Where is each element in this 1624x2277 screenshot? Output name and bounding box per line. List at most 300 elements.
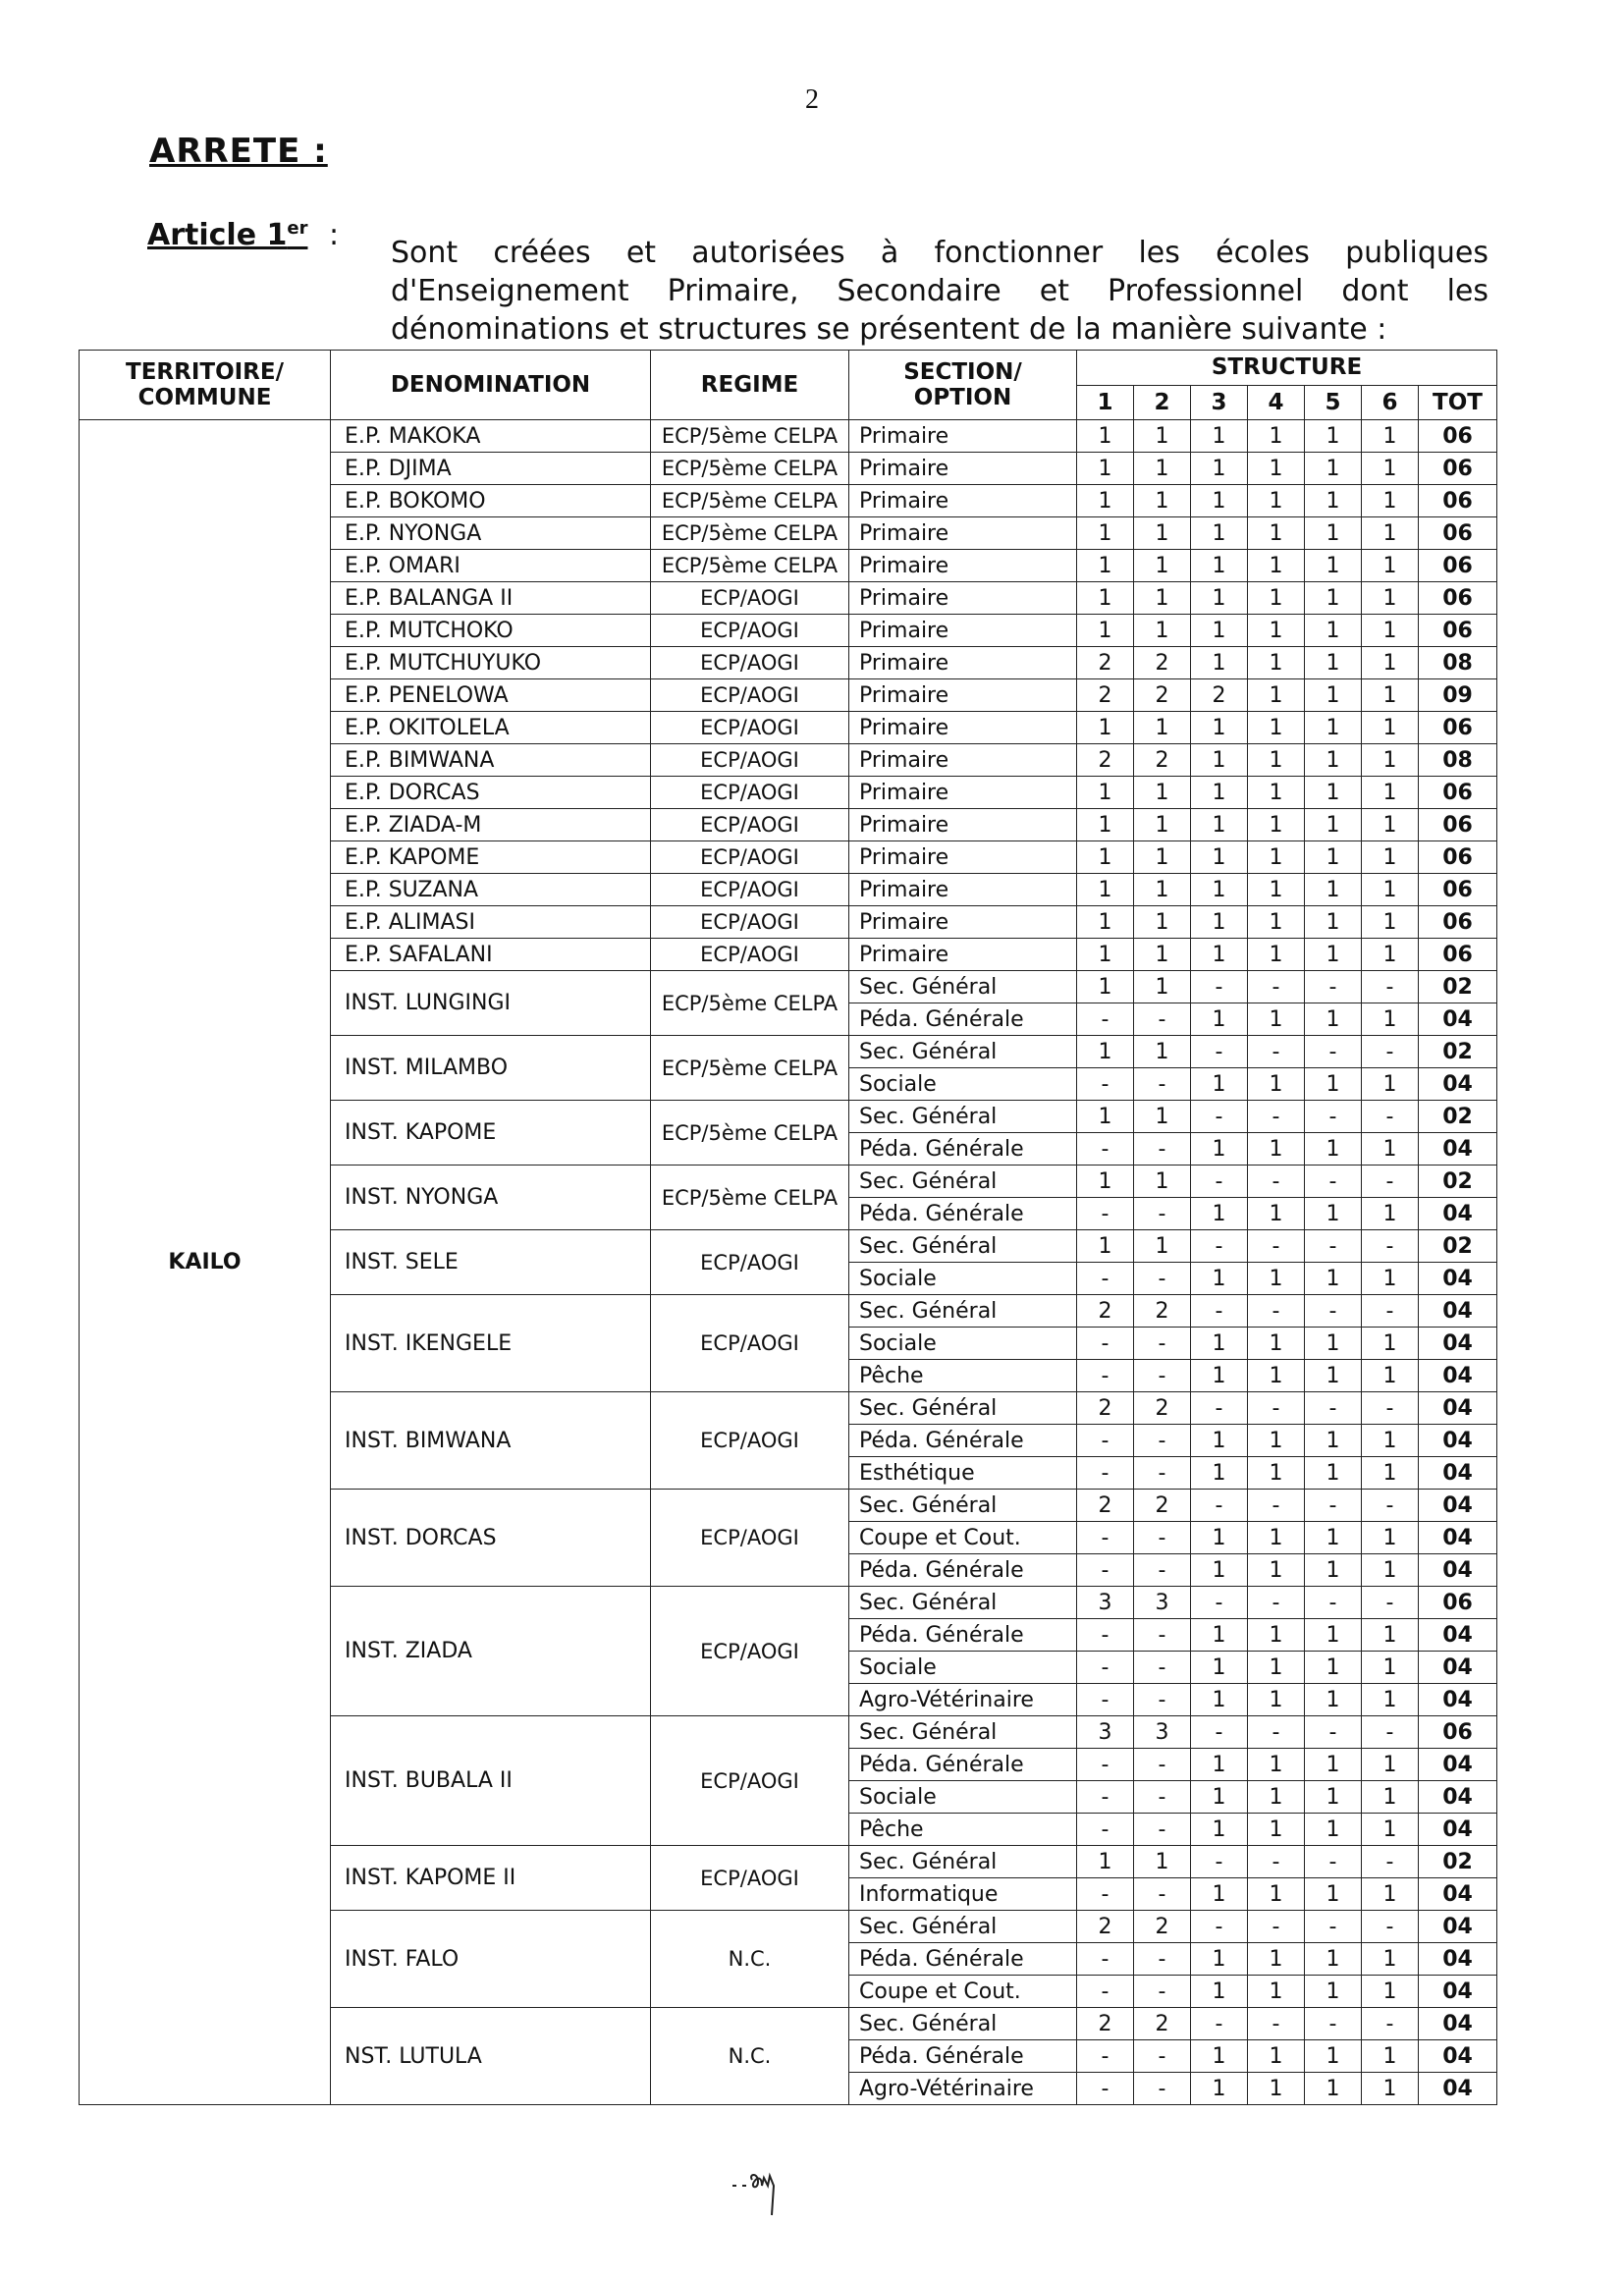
total-cell: 04 — [1419, 1522, 1497, 1554]
structure-cell: 1 — [1362, 1684, 1419, 1716]
structure-cell: 1 — [1248, 1425, 1305, 1457]
structure-cell: 1 — [1077, 420, 1134, 453]
structure-cell: - — [1077, 1814, 1134, 1846]
structure-cell: 1 — [1248, 615, 1305, 647]
structure-cell: 1 — [1191, 1976, 1248, 2008]
denomination-cell: E.P. MAKOKA — [331, 420, 651, 453]
structure-cell: 1 — [1362, 1781, 1419, 1814]
structure-cell: - — [1134, 1619, 1191, 1652]
structure-cell: 3 — [1134, 1587, 1191, 1619]
structure-cell: - — [1077, 1003, 1134, 1036]
structure-cell: 1 — [1191, 777, 1248, 809]
structure-cell: 1 — [1134, 841, 1191, 874]
structure-cell: - — [1134, 1263, 1191, 1295]
structure-cell: - — [1362, 1911, 1419, 1943]
structure-cell: 1 — [1362, 712, 1419, 744]
structure-cell: 1 — [1191, 1943, 1248, 1976]
total-cell: 04 — [1419, 1392, 1497, 1425]
structure-cell: - — [1077, 1619, 1134, 1652]
regime-cell: ECP/AOGI — [651, 809, 849, 841]
total-cell: 06 — [1419, 874, 1497, 906]
structure-cell: 1 — [1191, 1198, 1248, 1230]
total-cell: 04 — [1419, 1328, 1497, 1360]
structure-cell: 1 — [1362, 647, 1419, 679]
structure-cell: 1 — [1248, 1814, 1305, 1846]
structure-cell: 1 — [1248, 1781, 1305, 1814]
structure-cell: 2 — [1134, 2008, 1191, 2040]
structure-cell: 1 — [1305, 1263, 1362, 1295]
structure-cell: - — [1248, 1587, 1305, 1619]
regime-cell: ECP/AOGI — [651, 647, 849, 679]
structure-cell: - — [1191, 1716, 1248, 1749]
total-cell: 09 — [1419, 679, 1497, 712]
structure-cell: 1 — [1248, 1263, 1305, 1295]
structure-cell: 1 — [1362, 420, 1419, 453]
structure-cell: 1 — [1248, 1198, 1305, 1230]
section-cell: Sec. Général — [849, 1101, 1077, 1133]
structure-cell: 1 — [1191, 517, 1248, 550]
denomination-cell: INST. DORCAS — [331, 1490, 651, 1587]
structure-cell: - — [1077, 1522, 1134, 1554]
section-cell: Informatique — [849, 1878, 1077, 1911]
structure-cell: 1 — [1191, 841, 1248, 874]
structure-cell: 1 — [1191, 1457, 1248, 1490]
structure-cell: 1 — [1191, 1749, 1248, 1781]
structure-cell: - — [1134, 1133, 1191, 1166]
structure-cell: - — [1077, 1457, 1134, 1490]
structure-cell: 1 — [1191, 2073, 1248, 2105]
structure-cell: - — [1248, 1911, 1305, 1943]
header-territoire: TERRITOIRE/ COMMUNE — [80, 351, 331, 420]
section-cell: Primaire — [849, 679, 1077, 712]
structure-cell: - — [1191, 1587, 1248, 1619]
structure-cell: - — [1362, 1587, 1419, 1619]
structure-cell: - — [1305, 1166, 1362, 1198]
denomination-cell: E.P. SAFALANI — [331, 939, 651, 971]
structure-cell: 1 — [1134, 550, 1191, 582]
structure-cell: 1 — [1134, 874, 1191, 906]
header-level: 6 — [1362, 385, 1419, 420]
section-cell: Sociale — [849, 1781, 1077, 1814]
section-cell: Péda. Générale — [849, 1749, 1077, 1781]
structure-cell: - — [1134, 1976, 1191, 2008]
section-cell: Primaire — [849, 485, 1077, 517]
section-cell: Sociale — [849, 1328, 1077, 1360]
structure-cell: 1 — [1248, 517, 1305, 550]
regime-cell: ECP/5ème CELPA — [651, 1101, 849, 1166]
structure-cell: - — [1305, 1587, 1362, 1619]
section-cell: Péda. Générale — [849, 2040, 1077, 2073]
structure-cell: - — [1305, 1036, 1362, 1068]
structure-cell: 1 — [1305, 1781, 1362, 1814]
total-cell: 04 — [1419, 1068, 1497, 1101]
section-cell: Primaire — [849, 550, 1077, 582]
regime-cell: ECP/AOGI — [651, 1392, 849, 1490]
structure-cell: 1 — [1305, 1976, 1362, 2008]
structure-cell: - — [1134, 1878, 1191, 1911]
structure-cell: - — [1362, 1036, 1419, 1068]
total-cell: 06 — [1419, 517, 1497, 550]
structure-cell: 1 — [1362, 1328, 1419, 1360]
structure-cell: 1 — [1134, 485, 1191, 517]
section-cell: Agro-Vétérinaire — [849, 2073, 1077, 2105]
total-cell: 06 — [1419, 550, 1497, 582]
structure-cell: - — [1305, 1490, 1362, 1522]
structure-cell: 1 — [1305, 2040, 1362, 2073]
total-cell: 06 — [1419, 906, 1497, 939]
structure-cell: - — [1362, 2008, 1419, 2040]
structure-cell: 1 — [1305, 1814, 1362, 1846]
section-cell: Pêche — [849, 1814, 1077, 1846]
structure-cell: - — [1191, 1166, 1248, 1198]
section-cell: Primaire — [849, 809, 1077, 841]
structure-cell: 1 — [1362, 1554, 1419, 1587]
denomination-cell: INST. ZIADA — [331, 1587, 651, 1716]
denomination-cell: INST. BIMWANA — [331, 1392, 651, 1490]
structure-cell: 2 — [1077, 679, 1134, 712]
structure-cell: 1 — [1305, 420, 1362, 453]
structure-cell: - — [1362, 1230, 1419, 1263]
regime-cell: ECP/AOGI — [651, 1490, 849, 1587]
section-cell: Primaire — [849, 517, 1077, 550]
structure-cell: - — [1077, 1360, 1134, 1392]
page-number: 2 — [805, 84, 819, 115]
structure-cell: 1 — [1191, 582, 1248, 615]
structure-cell: 1 — [1305, 582, 1362, 615]
header-level: 5 — [1305, 385, 1362, 420]
structure-cell: 1 — [1362, 777, 1419, 809]
structure-cell: 2 — [1077, 647, 1134, 679]
structure-cell: 1 — [1191, 1814, 1248, 1846]
regime-cell: ECP/AOGI — [651, 712, 849, 744]
regime-cell: N.C. — [651, 1911, 849, 2008]
section-cell: Péda. Générale — [849, 1619, 1077, 1652]
regime-cell: ECP/5ème CELPA — [651, 971, 849, 1036]
structure-cell: 1 — [1362, 1943, 1419, 1976]
structure-cell: 1 — [1191, 647, 1248, 679]
structure-cell: 3 — [1077, 1716, 1134, 1749]
structure-cell: - — [1134, 1328, 1191, 1360]
structure-cell: 1 — [1191, 939, 1248, 971]
structure-cell: 1 — [1362, 1652, 1419, 1684]
structure-cell: 1 — [1362, 453, 1419, 485]
structure-cell: 1 — [1134, 971, 1191, 1003]
structure-cell: 1 — [1305, 679, 1362, 712]
total-cell: 06 — [1419, 777, 1497, 809]
structure-cell: - — [1362, 1846, 1419, 1878]
denomination-cell: INST. FALO — [331, 1911, 651, 2008]
denomination-cell: INST. LUNGINGI — [331, 971, 651, 1036]
structure-cell: 1 — [1305, 647, 1362, 679]
section-cell: Coupe et Cout. — [849, 1976, 1077, 2008]
section-cell: Péda. Générale — [849, 1425, 1077, 1457]
denomination-cell: E.P. DJIMA — [331, 453, 651, 485]
section-cell: Pêche — [849, 1360, 1077, 1392]
section-cell: Péda. Générale — [849, 1133, 1077, 1166]
structure-cell: 1 — [1248, 420, 1305, 453]
denomination-cell: E.P. KAPOME — [331, 841, 651, 874]
total-cell: 02 — [1419, 971, 1497, 1003]
structure-cell: 1 — [1077, 841, 1134, 874]
structure-cell: 1 — [1248, 550, 1305, 582]
total-cell: 04 — [1419, 1943, 1497, 1976]
structure-cell: - — [1362, 1101, 1419, 1133]
denomination-cell: E.P. MUTCHUYUKO — [331, 647, 651, 679]
article-label: Article 1er — [147, 218, 308, 252]
structure-cell: - — [1191, 1295, 1248, 1328]
structure-cell: 1 — [1191, 874, 1248, 906]
structure-cell: 1 — [1134, 517, 1191, 550]
structure-cell: - — [1362, 1716, 1419, 1749]
structure-cell: 1 — [1077, 1166, 1134, 1198]
structure-cell: 2 — [1134, 1490, 1191, 1522]
denomination-cell: E.P. DORCAS — [331, 777, 651, 809]
structure-cell: - — [1305, 971, 1362, 1003]
structure-cell: 1 — [1362, 1425, 1419, 1457]
total-cell: 02 — [1419, 1230, 1497, 1263]
section-cell: Sociale — [849, 1652, 1077, 1684]
regime-cell: ECP/AOGI — [651, 615, 849, 647]
structure-cell: 1 — [1134, 777, 1191, 809]
structure-cell: 1 — [1362, 744, 1419, 777]
structure-cell: - — [1134, 1781, 1191, 1814]
total-cell: 06 — [1419, 485, 1497, 517]
denomination-cell: NST. LUTULA — [331, 2008, 651, 2105]
article-colon: : — [329, 218, 340, 252]
structure-cell: - — [1305, 1101, 1362, 1133]
structure-cell: - — [1077, 1133, 1134, 1166]
total-cell: 04 — [1419, 2040, 1497, 2073]
denomination-cell: E.P. PENELOWA — [331, 679, 651, 712]
structure-cell: 1 — [1248, 939, 1305, 971]
structure-cell: 2 — [1077, 2008, 1134, 2040]
regime-cell: ECP/5ème CELPA — [651, 550, 849, 582]
structure-cell: 1 — [1191, 550, 1248, 582]
total-cell: 04 — [1419, 1295, 1497, 1328]
structure-cell: 1 — [1305, 1522, 1362, 1554]
section-cell: Primaire — [849, 841, 1077, 874]
structure-cell: - — [1191, 1490, 1248, 1522]
structure-cell: 1 — [1191, 1003, 1248, 1036]
structure-cell: 1 — [1362, 1457, 1419, 1490]
structure-cell: 1 — [1248, 777, 1305, 809]
total-cell: 04 — [1419, 1490, 1497, 1522]
structure-cell: 1 — [1305, 1943, 1362, 1976]
header-level: 2 — [1134, 385, 1191, 420]
header-level: 4 — [1248, 385, 1305, 420]
denomination-cell: E.P. NYONGA — [331, 517, 651, 550]
structure-cell: 1 — [1191, 1652, 1248, 1684]
structure-cell: 1 — [1305, 1360, 1362, 1392]
structure-cell: 1 — [1191, 1781, 1248, 1814]
header-section: SECTION/ OPTION — [849, 351, 1077, 420]
structure-cell: - — [1191, 1036, 1248, 1068]
structure-cell: 1 — [1077, 615, 1134, 647]
structure-cell: - — [1248, 1166, 1305, 1198]
total-cell: 04 — [1419, 1684, 1497, 1716]
section-cell: Sec. Général — [849, 1392, 1077, 1425]
structure-cell: 1 — [1248, 1749, 1305, 1781]
section-cell: Péda. Générale — [849, 1554, 1077, 1587]
total-cell: 04 — [1419, 1619, 1497, 1652]
structure-cell: 1 — [1362, 809, 1419, 841]
structure-cell: 1 — [1077, 939, 1134, 971]
structure-cell: 1 — [1248, 712, 1305, 744]
structure-cell: 1 — [1305, 1749, 1362, 1781]
structure-cell: 1 — [1134, 420, 1191, 453]
regime-cell: ECP/5ème CELPA — [651, 420, 849, 453]
total-cell: 04 — [1419, 1457, 1497, 1490]
total-cell: 04 — [1419, 1878, 1497, 1911]
structure-cell: 1 — [1248, 1943, 1305, 1976]
structure-cell: 2 — [1134, 744, 1191, 777]
total-cell: 08 — [1419, 744, 1497, 777]
total-cell: 04 — [1419, 1003, 1497, 1036]
structure-cell: - — [1077, 1652, 1134, 1684]
structure-cell: 1 — [1248, 2040, 1305, 2073]
structure-cell: 1 — [1305, 1068, 1362, 1101]
total-cell: 06 — [1419, 582, 1497, 615]
structure-cell: - — [1248, 1230, 1305, 1263]
section-cell: Primaire — [849, 777, 1077, 809]
article-text: Sont créées et autorisées à fonctionner les écoles publiques d'Enseignement Primaire, Secondaire et Professionnel dont les dénominations et structures se présentent de la manière suivante : — [391, 236, 1489, 347]
structure-cell: 1 — [1077, 906, 1134, 939]
denomination-cell: INST. KAPOME II — [331, 1846, 651, 1911]
denomination-cell: INST. MILAMBO — [331, 1036, 651, 1101]
structure-cell: - — [1305, 1295, 1362, 1328]
total-cell: 04 — [1419, 1814, 1497, 1846]
denomination-cell: E.P. ALIMASI — [331, 906, 651, 939]
section-cell: Sec. Général — [849, 1911, 1077, 1943]
regime-cell: ECP/AOGI — [651, 1846, 849, 1911]
structure-cell: 1 — [1191, 453, 1248, 485]
structure-cell: 1 — [1305, 809, 1362, 841]
structure-cell: - — [1134, 2040, 1191, 2073]
structure-cell: 1 — [1362, 1814, 1419, 1846]
structure-cell: 1 — [1248, 744, 1305, 777]
regime-cell: ECP/AOGI — [651, 939, 849, 971]
structure-cell: 1 — [1362, 1522, 1419, 1554]
structure-cell: 1 — [1077, 453, 1134, 485]
denomination-cell: E.P. OKITOLELA — [331, 712, 651, 744]
regime-cell: ECP/AOGI — [651, 906, 849, 939]
structure-cell: 1 — [1134, 1166, 1191, 1198]
section-cell: Esthétique — [849, 1457, 1077, 1490]
section-cell: Sec. Général — [849, 2008, 1077, 2040]
structure-cell: 1 — [1248, 874, 1305, 906]
structure-cell: 1 — [1191, 1522, 1248, 1554]
structure-cell: 1 — [1248, 1652, 1305, 1684]
structure-cell: 1 — [1362, 679, 1419, 712]
section-cell: Primaire — [849, 615, 1077, 647]
structure-cell: 2 — [1134, 679, 1191, 712]
structure-cell: 1 — [1077, 1036, 1134, 1068]
structure-cell: - — [1362, 1490, 1419, 1522]
section-cell: Agro-Vétérinaire — [849, 1684, 1077, 1716]
structure-cell: 1 — [1248, 582, 1305, 615]
section-cell: Sociale — [849, 1263, 1077, 1295]
regime-cell: ECP/AOGI — [651, 1716, 849, 1846]
structure-cell: 1 — [1305, 939, 1362, 971]
table-row — [80, 420, 1497, 453]
section-cell: Sec. Général — [849, 1846, 1077, 1878]
structure-cell: 1 — [1305, 1425, 1362, 1457]
structure-cell: 1 — [1362, 1003, 1419, 1036]
total-cell: 06 — [1419, 809, 1497, 841]
structure-cell: 1 — [1305, 1457, 1362, 1490]
structure-cell: 1 — [1191, 1263, 1248, 1295]
structure-cell: 2 — [1134, 647, 1191, 679]
regime-cell: ECP/5ème CELPA — [651, 517, 849, 550]
structure-cell: 1 — [1305, 1198, 1362, 1230]
structure-cell: - — [1077, 2073, 1134, 2105]
structure-cell: 2 — [1077, 1392, 1134, 1425]
section-cell: Péda. Générale — [849, 1198, 1077, 1230]
structure-cell: 1 — [1134, 453, 1191, 485]
regime-cell: N.C. — [651, 2008, 849, 2105]
structure-cell: 1 — [1305, 2073, 1362, 2105]
structure-cell: - — [1077, 1781, 1134, 1814]
denomination-cell: E.P. ZIADA-M — [331, 809, 651, 841]
structure-cell: 1 — [1191, 712, 1248, 744]
section-cell: Sec. Général — [849, 1716, 1077, 1749]
structure-cell: - — [1305, 1230, 1362, 1263]
structure-cell: - — [1134, 1554, 1191, 1587]
structure-cell: 1 — [1191, 1619, 1248, 1652]
structure-cell: 1 — [1248, 1684, 1305, 1716]
total-cell: 02 — [1419, 1036, 1497, 1068]
structure-cell: - — [1134, 1360, 1191, 1392]
structure-cell: 1 — [1248, 485, 1305, 517]
regime-cell: ECP/AOGI — [651, 874, 849, 906]
structure-cell: - — [1077, 1976, 1134, 2008]
structure-cell: - — [1077, 1328, 1134, 1360]
structure-cell: 3 — [1134, 1716, 1191, 1749]
section-cell: Péda. Générale — [849, 1003, 1077, 1036]
total-cell: 04 — [1419, 2073, 1497, 2105]
structure-cell: 1 — [1305, 906, 1362, 939]
section-cell: Sec. Général — [849, 971, 1077, 1003]
section-cell: Primaire — [849, 906, 1077, 939]
structure-cell: 2 — [1134, 1911, 1191, 1943]
structure-cell: 1 — [1191, 485, 1248, 517]
regime-cell: ECP/AOGI — [651, 1295, 849, 1392]
structure-cell: - — [1248, 1490, 1305, 1522]
structure-cell: 1 — [1248, 906, 1305, 939]
total-cell: 04 — [1419, 1911, 1497, 1943]
structure-cell: 2 — [1077, 1911, 1134, 1943]
structure-cell: 1 — [1305, 1133, 1362, 1166]
structure-cell: 1 — [1248, 1522, 1305, 1554]
section-cell: Primaire — [849, 712, 1077, 744]
total-cell: 06 — [1419, 615, 1497, 647]
structure-cell: - — [1248, 971, 1305, 1003]
structure-cell: 1 — [1077, 712, 1134, 744]
structure-cell: - — [1191, 1846, 1248, 1878]
structure-cell: - — [1191, 1911, 1248, 1943]
structure-cell: 1 — [1362, 1068, 1419, 1101]
regime-cell: ECP/AOGI — [651, 1230, 849, 1295]
structure-cell: 1 — [1191, 1328, 1248, 1360]
structure-cell: 1 — [1248, 1619, 1305, 1652]
structure-cell: 1 — [1362, 841, 1419, 874]
structure-cell: 1 — [1191, 2040, 1248, 2073]
structure-cell: 1 — [1134, 1101, 1191, 1133]
denomination-cell: INST. BUBALA II — [331, 1716, 651, 1846]
structure-cell: - — [1134, 1457, 1191, 1490]
section-cell: Sec. Général — [849, 1230, 1077, 1263]
denomination-cell: E.P. OMARI — [331, 550, 651, 582]
